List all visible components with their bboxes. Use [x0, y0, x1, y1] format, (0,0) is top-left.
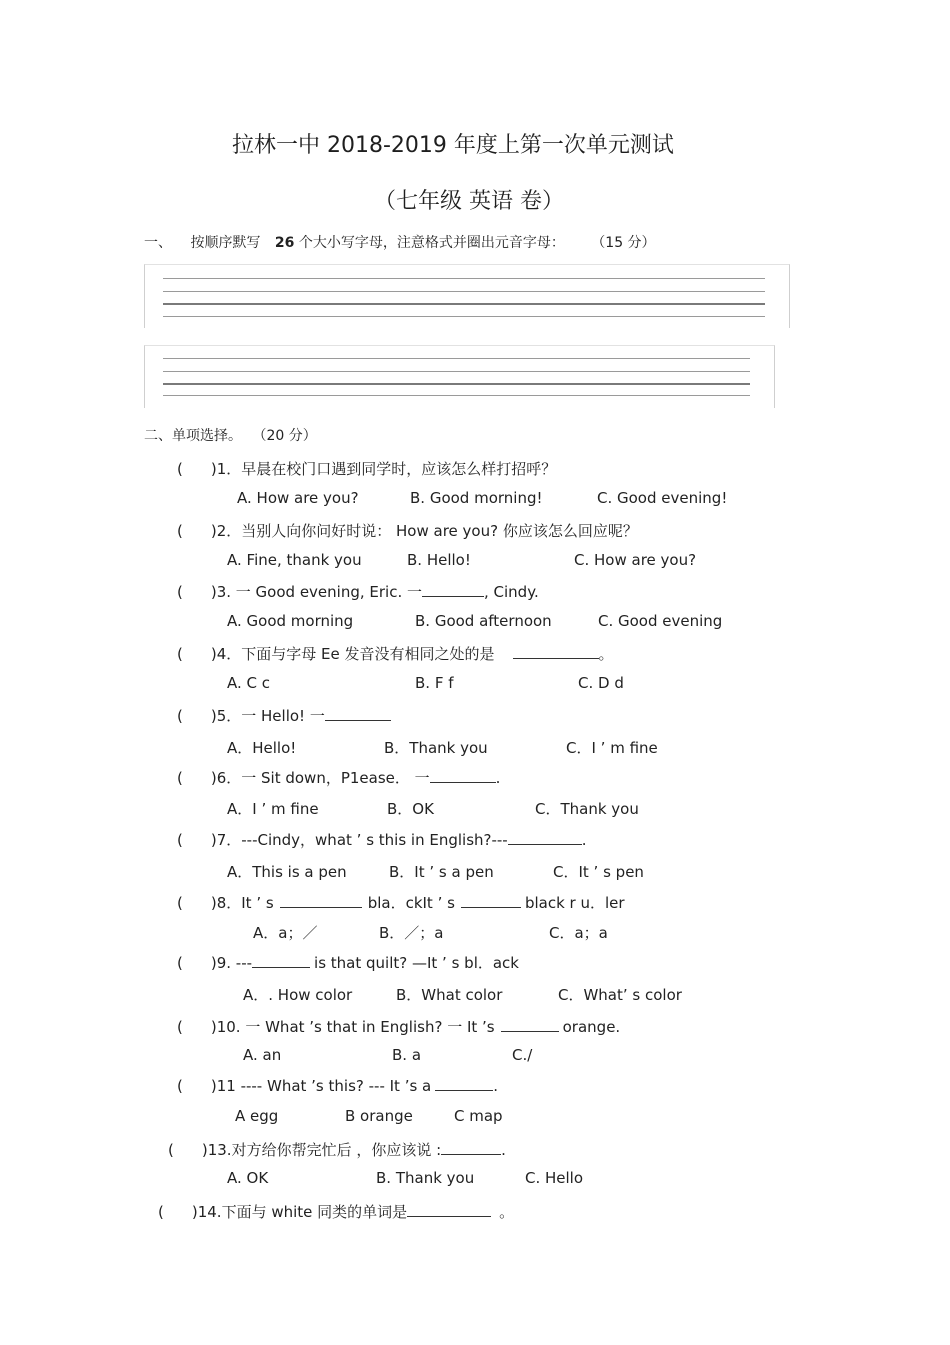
option-b: B．／；a — [379, 924, 444, 942]
option-b: B. a — [392, 1046, 422, 1064]
option-c: C. Good evening — [598, 612, 723, 630]
option-c: C．It ’ s pen — [553, 863, 644, 881]
section-1-text-a: 按顺序默写 — [190, 235, 261, 251]
question-7 — [177, 829, 587, 850]
option-b: B orange — [345, 1107, 413, 1125]
question-stem: )11 ---- What ’s this? --- It ’s a — [210, 1077, 432, 1095]
answer-paren[interactable]: ( — [177, 831, 183, 849]
option-a: A. C c — [227, 674, 271, 692]
question-13 — [168, 1139, 506, 1160]
option-a: A．This is a pen — [227, 863, 347, 881]
answer-blank[interactable] — [325, 706, 391, 721]
question-stem: )8．It ’ s — [210, 894, 274, 912]
option-c: C．Thank you — [535, 800, 639, 818]
answer-blank[interactable] — [252, 953, 310, 968]
option-b: B．Thank you — [384, 739, 488, 757]
option-b: B. Good afternoon — [415, 612, 552, 630]
question-stem-end: . — [501, 1141, 506, 1159]
answer-blank[interactable] — [461, 893, 521, 908]
option-b: B．OK — [387, 800, 434, 818]
answer-blank[interactable] — [422, 582, 484, 597]
option-b: B．What color — [396, 986, 503, 1004]
question-stem: )13.对方给你帮完忙后 ，你应该说 : — [201, 1141, 442, 1159]
answer-blank[interactable] — [407, 1202, 491, 1217]
option-b: B. Good morning! — [410, 489, 543, 507]
section-2-score: （20 分） — [252, 428, 317, 444]
writing-line — [163, 358, 750, 359]
section-1-number: 一、 — [144, 235, 172, 251]
option-a: A．Hello! — [227, 739, 297, 757]
question-stem-end: orange. — [562, 1018, 621, 1036]
question-stem: )9. --- — [210, 954, 253, 972]
option-a: A. OK — [227, 1169, 269, 1187]
question-stem-end: . — [493, 1077, 499, 1095]
question-stem: )3. 一 Good evening, Eric. 一 — [210, 583, 422, 601]
question-stem: )14.下面与 white 同类的单词是 — [191, 1203, 408, 1221]
section-1-score: （15 分） — [591, 235, 656, 251]
option-c: C. Good evening! — [597, 489, 728, 507]
answer-paren[interactable]: ( — [158, 1203, 164, 1221]
writing-line — [163, 303, 765, 305]
question-stem: )7．---Cindy，what ’ s this in English?--- — [210, 831, 508, 849]
section-1-count: 26 — [274, 235, 295, 251]
question-stem: )1．早晨在校门口遇到同学时，应该怎么样打招呼？ — [210, 460, 557, 478]
page-title: 拉林一中 2018-2019 年度上第一次单元测试 — [232, 133, 674, 158]
answer-paren[interactable]: ( — [177, 1077, 183, 1095]
writing-line — [163, 371, 750, 372]
answer-blank[interactable] — [441, 1140, 501, 1155]
answer-paren[interactable]: ( — [177, 769, 183, 787]
option-c: C. How are you? — [574, 551, 697, 569]
option-b: B. Thank you — [376, 1169, 475, 1187]
option-a: A．. How color — [243, 986, 353, 1004]
answer-paren[interactable]: ( — [177, 1018, 183, 1036]
question-stem-end: , Cindy. — [484, 583, 539, 601]
question-stem-end: 。 — [499, 1203, 515, 1221]
question-5 — [177, 705, 391, 726]
page-subtitle: （七年级 英语 卷） — [374, 189, 564, 214]
question-stem-end: . — [581, 831, 587, 849]
answer-paren[interactable]: ( — [177, 707, 183, 725]
question-stem: )4．下面与字母 Ee 发音没有相同之处的是 — [210, 645, 495, 663]
question-2 — [177, 520, 638, 541]
answer-blank[interactable] — [508, 830, 582, 845]
option-b: B. Hello! — [407, 551, 471, 569]
option-b: B．It ’ s a pen — [389, 863, 494, 881]
answer-paren[interactable]: ( — [168, 1141, 174, 1159]
question-stem: )10. 一 What ’s that in English? 一 It ’s — [210, 1018, 495, 1036]
answer-blank[interactable] — [501, 1017, 559, 1032]
answer-blank[interactable] — [430, 768, 496, 783]
writing-line — [163, 383, 750, 385]
answer-paren[interactable]: ( — [177, 954, 183, 972]
answer-blank[interactable] — [280, 893, 362, 908]
option-a: A. Good morning — [227, 612, 354, 630]
question-stem: )5．一 Hello! 一 — [210, 707, 325, 725]
option-c: C．a；a — [549, 924, 608, 942]
writing-line — [163, 291, 765, 292]
answer-blank[interactable] — [513, 644, 599, 659]
question-6 — [177, 767, 500, 788]
section-2-label: 二、单项选择。 — [144, 428, 242, 444]
question-8 — [177, 892, 625, 913]
question-stem-mid: bla．ckIt ’ s — [367, 894, 455, 912]
question-stem-end: black r u．ler — [524, 894, 625, 912]
option-c: C./ — [512, 1046, 533, 1064]
question-stem: )6．一 Sit down，P1ease． 一 — [210, 769, 430, 787]
section-1-heading — [144, 232, 656, 252]
option-c: C．I ’ m fine — [566, 739, 658, 757]
option-c: C. D d — [578, 674, 624, 692]
writing-line — [163, 316, 765, 317]
question-10 — [177, 1016, 620, 1037]
question-11 — [177, 1076, 498, 1095]
section-1-text-b: 个大小写字母，注意格式并圈出元音字母： — [298, 235, 565, 251]
answer-paren[interactable]: ( — [177, 522, 183, 540]
question-4 — [177, 643, 614, 664]
option-a: A. How are you? — [237, 489, 359, 507]
question-9 — [177, 952, 519, 973]
option-c: C．What’ s color — [558, 986, 682, 1004]
option-a: A egg — [235, 1107, 279, 1125]
question-stem-end: is that quilt? —It ’ s bl．ack — [314, 954, 519, 972]
question-14 — [158, 1201, 514, 1222]
answer-blank[interactable] — [435, 1076, 493, 1091]
option-a: A. Fine, thank you — [227, 551, 362, 569]
writing-box-1[interactable] — [144, 264, 790, 328]
option-a: A．I ’ m fine — [227, 800, 319, 818]
question-stem-end: . — [495, 769, 501, 787]
writing-line — [163, 278, 765, 279]
option-a: A. an — [243, 1046, 282, 1064]
question-stem-end: 。 — [598, 645, 614, 663]
option-c: C map — [454, 1107, 503, 1125]
option-b: B. F f — [415, 674, 454, 692]
question-3 — [177, 581, 539, 602]
answer-paren[interactable]: ( — [177, 645, 183, 663]
writing-box-2[interactable] — [144, 345, 775, 408]
option-a: A．a；／ — [253, 924, 318, 942]
answer-paren[interactable]: ( — [177, 894, 183, 912]
answer-paren[interactable]: ( — [177, 460, 183, 478]
question-1 — [177, 458, 556, 479]
answer-paren[interactable]: ( — [177, 583, 183, 601]
section-2-heading — [144, 425, 317, 445]
option-c: C. Hello — [525, 1169, 584, 1187]
question-stem: )2．当别人向你问好时说： How are you? 你应该怎么回应呢？ — [210, 522, 638, 540]
writing-line — [163, 395, 750, 396]
